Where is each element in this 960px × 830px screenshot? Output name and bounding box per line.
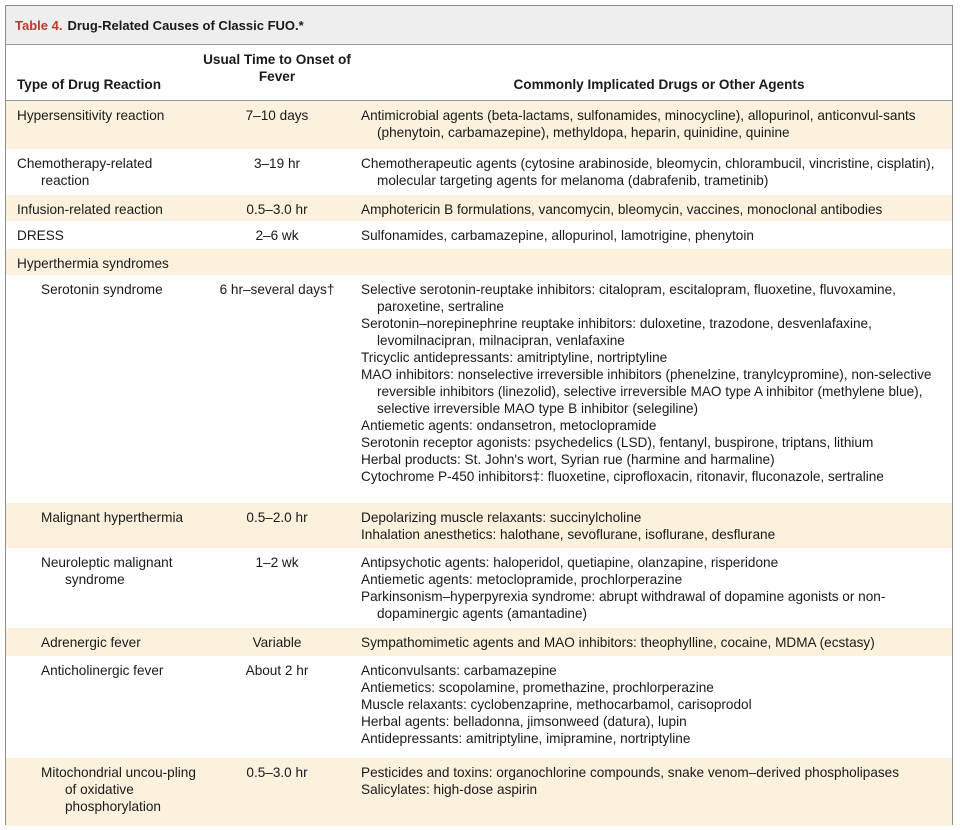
cell-reaction: Anticholinergic fever bbox=[41, 663, 164, 678]
cell-reaction: Mitochondrial uncou-pling of oxidative phosphorylation bbox=[41, 765, 196, 814]
agent-line: Inhalation anesthetics: halothane, sevoflurane, isoflurane, desflurane bbox=[361, 527, 776, 542]
table-row bbox=[6, 656, 952, 758]
cell-onset: 3–19 hr bbox=[253, 156, 301, 171]
cell-agents bbox=[361, 201, 951, 218]
table-row bbox=[6, 195, 952, 221]
agent-line: Serotonin–norepinephrine reuptake inhibitors: duloxetine, trazodone, desvenlafaxine, levomilnacipran, milnacipran, venlafaxine bbox=[361, 316, 872, 348]
cell-onset: 1–2 wk bbox=[255, 555, 299, 570]
cell-agents bbox=[361, 509, 951, 543]
agent-line: Anticonvulsants: carbamazepine bbox=[361, 663, 557, 678]
agent-line: Herbal agents: belladonna, jimsonweed (datura), lupin bbox=[361, 714, 687, 729]
header-onset: Usual Time to Onset of Fever bbox=[203, 52, 351, 84]
agent-line: Cytochrome P-450 inhibitors‡: fluoxetine, ciprofloxacin, ritonavir, fluconazole, sertraline bbox=[361, 469, 884, 484]
cell-agents bbox=[361, 227, 951, 244]
agent-line: Sulfonamides, carbamazepine, allopurinol, lamotrigine, phenytoin bbox=[361, 228, 754, 243]
agent-line: Antiemetic agents: ondansetron, metoclopramide bbox=[361, 418, 657, 433]
cell-onset: 2–6 wk bbox=[255, 228, 299, 243]
agent-line: Selective serotonin-reuptake inhibitors: citalopram, escitalopram, fluoxetine, fluvoxamine, paroxetine, sertraline bbox=[361, 282, 896, 314]
cell-onset: 0.5–3.0 hr bbox=[246, 202, 308, 217]
table-caption bbox=[6, 6, 952, 45]
agent-line: Depolarizing muscle relaxants: succinylcholine bbox=[361, 510, 642, 525]
table-row bbox=[6, 548, 952, 628]
cell-agents bbox=[361, 554, 951, 622]
agent-line: Antiemetic agents: metoclopramide, prochlorperazine bbox=[361, 572, 683, 587]
agent-line: Salicylates: high-dose aspirin bbox=[361, 782, 538, 797]
table-row bbox=[6, 221, 952, 249]
cell-reaction: Chemotherapy-related reaction bbox=[17, 156, 153, 188]
table-row bbox=[6, 149, 952, 195]
cell-reaction: Hyperthermia syndromes bbox=[17, 256, 169, 271]
cell-agents bbox=[361, 634, 951, 651]
cell-agents bbox=[361, 662, 951, 747]
table-number: Table 4. bbox=[15, 17, 63, 33]
cell-onset: About 2 hr bbox=[245, 663, 309, 678]
cell-reaction: Adrenergic fever bbox=[41, 635, 141, 650]
agent-line: Muscle relaxants: cyclobenzaprine, methocarbamol, carisoprodol bbox=[361, 697, 752, 712]
cell-reaction: Neuroleptic malignant syndrome bbox=[41, 555, 173, 587]
cell-agents bbox=[361, 281, 951, 485]
agent-line: Antimicrobial agents (beta-lactams, sulfonamides, minocycline), allopurinol, anticonvul-sants (phenytoin, carbamazepine), methyldopa, heparin, quinidine, quinine bbox=[361, 108, 916, 140]
cell-reaction: Hypersensitivity reaction bbox=[17, 108, 165, 123]
agent-line: Antiemetics: scopolamine, promethazine, prochlorperazine bbox=[361, 680, 714, 695]
agent-line: Chemotherapeutic agents (cytosine arabinoside, bleomycin, chlorambucil, vincristine, cisplatin), molecular targeting agents for melanoma (dabrafenib, trametinib) bbox=[361, 156, 935, 188]
cell-onset: Variable bbox=[252, 635, 302, 650]
header-agents: Commonly Implicated Drugs or Other Agents bbox=[513, 77, 805, 92]
cell-agents bbox=[361, 107, 951, 141]
table-row bbox=[6, 758, 952, 826]
agent-line: Antipsychotic agents: haloperidol, quetiapine, olanzapine, risperidone bbox=[361, 555, 779, 570]
agent-line: Sympathomimetic agents and MAO inhibitors: theophylline, cocaine, MDMA (ecstasy) bbox=[361, 635, 875, 650]
agent-line: Pesticides and toxins: organochlorine compounds, snake venom–derived phospholipases bbox=[361, 765, 900, 780]
agent-line: Herbal products: St. John's wort, Syrian rue (harmine and harmaline) bbox=[361, 452, 775, 467]
header-reaction: Type of Drug Reaction bbox=[17, 77, 162, 92]
agent-line: Tricyclic antidepressants: amitriptyline, nortriptyline bbox=[361, 350, 668, 365]
table-header-row bbox=[6, 45, 952, 101]
cell-agents bbox=[361, 764, 951, 798]
cell-reaction: Infusion-related reaction bbox=[17, 202, 163, 217]
cell-agents bbox=[361, 155, 951, 189]
table-row bbox=[6, 249, 952, 275]
agent-line: Serotonin receptor agonists: psychedelics (LSD), fentanyl, buspirone, triptans, lithium bbox=[361, 435, 874, 450]
cell-onset: 0.5–3.0 hr bbox=[246, 765, 308, 780]
cell-reaction: Malignant hyperthermia bbox=[41, 510, 184, 525]
table-row bbox=[6, 101, 952, 149]
cell-onset: 7–10 days bbox=[245, 108, 309, 123]
table-title: Drug-Related Causes of Classic FUO.* bbox=[67, 17, 304, 33]
cell-onset: 0.5–2.0 hr bbox=[246, 510, 308, 525]
table-row bbox=[6, 503, 952, 548]
agent-line: Amphotericin B formulations, vancomycin, bleomycin, vaccines, monoclonal antibodies bbox=[361, 202, 883, 217]
cell-reaction: Serotonin syndrome bbox=[41, 282, 163, 297]
table-row bbox=[6, 275, 952, 503]
cell-onset: 6 hr–several days† bbox=[219, 282, 335, 297]
table-frame bbox=[5, 5, 953, 825]
cell-reaction: DRESS bbox=[17, 228, 64, 243]
agent-line: Parkinsonism–hyperpyrexia syndrome: abrupt withdrawal of dopamine agonists or non-dopaminergic agents (amantadine) bbox=[361, 589, 886, 621]
table-row bbox=[6, 628, 952, 656]
agent-line: Antidepressants: amitriptyline, imipramine, nortriptyline bbox=[361, 731, 691, 746]
agent-line: MAO inhibitors: nonselective irreversible inhibitors (phenelzine, tranylcypromine), non-selective reversible inhibitors (linezolid), selective irreversible MAO type A inhibitor (methylene blue), selective irreversible MAO type B inhibitor (selegiline) bbox=[361, 367, 932, 416]
